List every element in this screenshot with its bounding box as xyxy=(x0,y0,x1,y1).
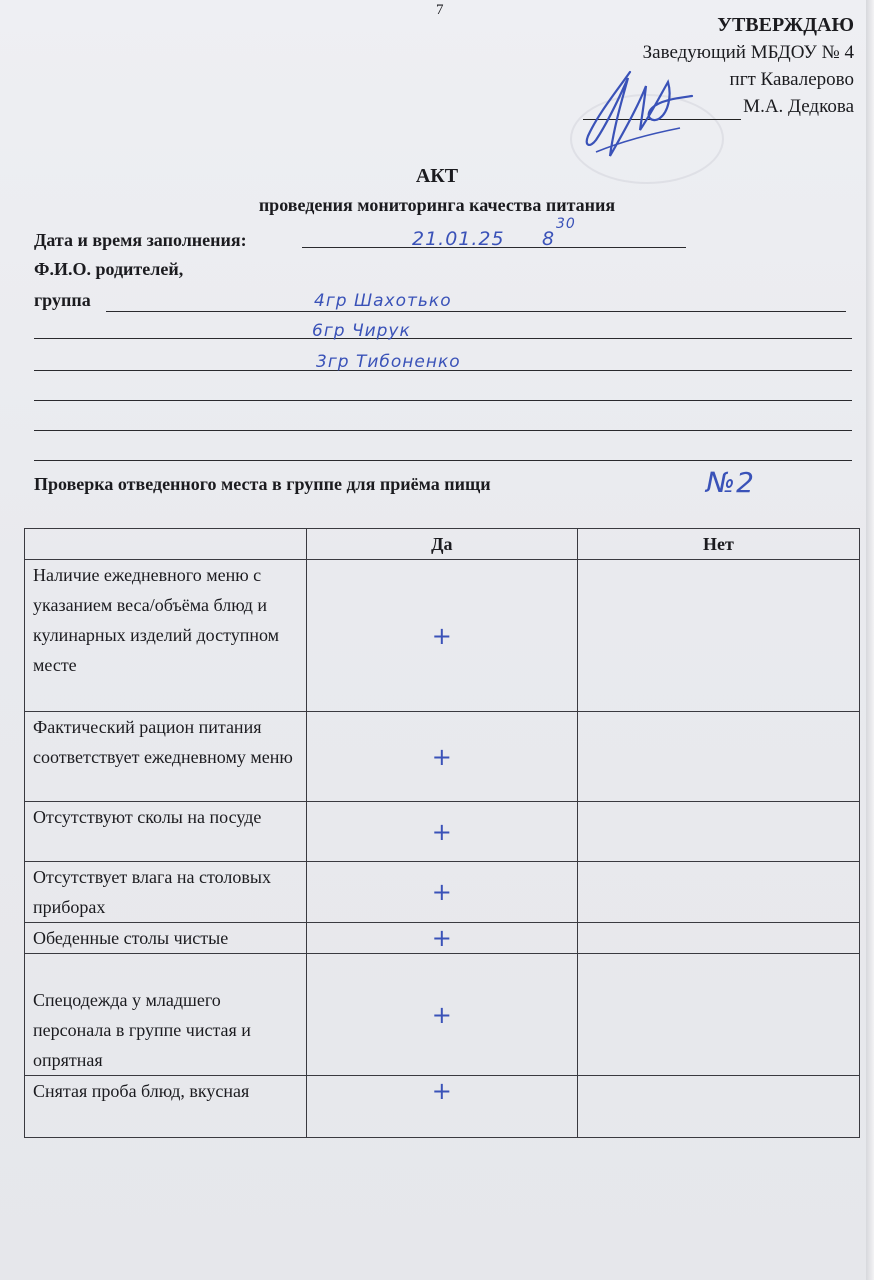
page-number: 7 xyxy=(436,2,444,18)
approval-name: М.А. Дедкова xyxy=(743,96,854,117)
table-header-row xyxy=(25,529,860,560)
header-criterion xyxy=(25,529,307,560)
table-row xyxy=(25,923,860,954)
document-subtitle: проведения мониторинга качества питания xyxy=(258,195,616,215)
criterion-cell: Наличие ежедневного меню с указанием веса/объёма блюд и кулинарных изделий доступном месте xyxy=(25,560,307,712)
approval-heading: УТВЕРЖДАЮ xyxy=(717,14,854,36)
no-cell xyxy=(577,712,859,802)
yes-cell: + xyxy=(306,802,577,862)
yes-cell: + xyxy=(306,954,577,1076)
table-row xyxy=(25,954,860,1076)
table-row xyxy=(25,862,860,923)
no-cell xyxy=(577,1076,859,1138)
yes-cell: + xyxy=(306,862,577,923)
blank-line-6 xyxy=(34,460,852,461)
section-title: Проверка отведенного места в группе для приёма пищи xyxy=(34,474,491,494)
table-row xyxy=(25,802,860,862)
blank-line-5 xyxy=(34,430,852,431)
group-line-1 xyxy=(106,311,846,312)
criterion-cell: Снятая проба блюд, вкусная xyxy=(25,1076,307,1138)
document-title: АКТ xyxy=(415,165,459,187)
no-cell xyxy=(577,560,859,712)
group-line-2 xyxy=(34,338,852,339)
group-label: группа xyxy=(34,290,91,310)
approval-position: Заведующий МБДОУ № 4 xyxy=(642,42,854,63)
group-entry-3: 3гр Тибоненко xyxy=(316,352,461,372)
header-no: Нет xyxy=(577,529,859,560)
time-hour: 8 xyxy=(542,228,556,250)
criterion-cell: Отсутствует влага на столовых приборах xyxy=(25,862,307,923)
criterion-cell: Отсутствуют сколы на посуде xyxy=(25,802,307,862)
table-row xyxy=(25,712,860,802)
table-row xyxy=(25,560,860,712)
page-edge xyxy=(866,0,874,1280)
header-yes: Да xyxy=(306,529,577,560)
yes-cell: + xyxy=(306,560,577,712)
time-minutes: 30 xyxy=(556,216,576,232)
group-entry-1: 4гр Шахотько xyxy=(314,291,452,311)
checklist-table xyxy=(24,528,860,1138)
no-cell xyxy=(577,954,859,1076)
datetime-value: 21.01.25 xyxy=(412,228,505,250)
criterion-cell: Спецодежда у младшего персонала в группе чистая и опрятная xyxy=(25,954,307,1076)
group-entry-2: 6гр Чирук xyxy=(312,321,411,341)
table-row xyxy=(25,1076,860,1138)
approval-location: пгт Кавалерово xyxy=(729,69,854,90)
no-cell xyxy=(577,802,859,862)
datetime-label: Дата и время заполнения: xyxy=(34,230,247,250)
parents-label: Ф.И.О. родителей, xyxy=(34,259,184,279)
criterion-cell: Обеденные столы чистые xyxy=(25,923,307,954)
no-cell xyxy=(577,862,859,923)
blank-line-4 xyxy=(34,400,852,401)
no-cell xyxy=(577,923,859,954)
handwritten-signature xyxy=(560,56,710,172)
yes-cell: + xyxy=(306,712,577,802)
criterion-cell: Фактический рацион питания соответствует ежедневному меню xyxy=(25,712,307,802)
section-number: №2 xyxy=(706,466,755,499)
yes-cell: + xyxy=(306,1076,577,1138)
yes-cell: + xyxy=(306,923,577,954)
